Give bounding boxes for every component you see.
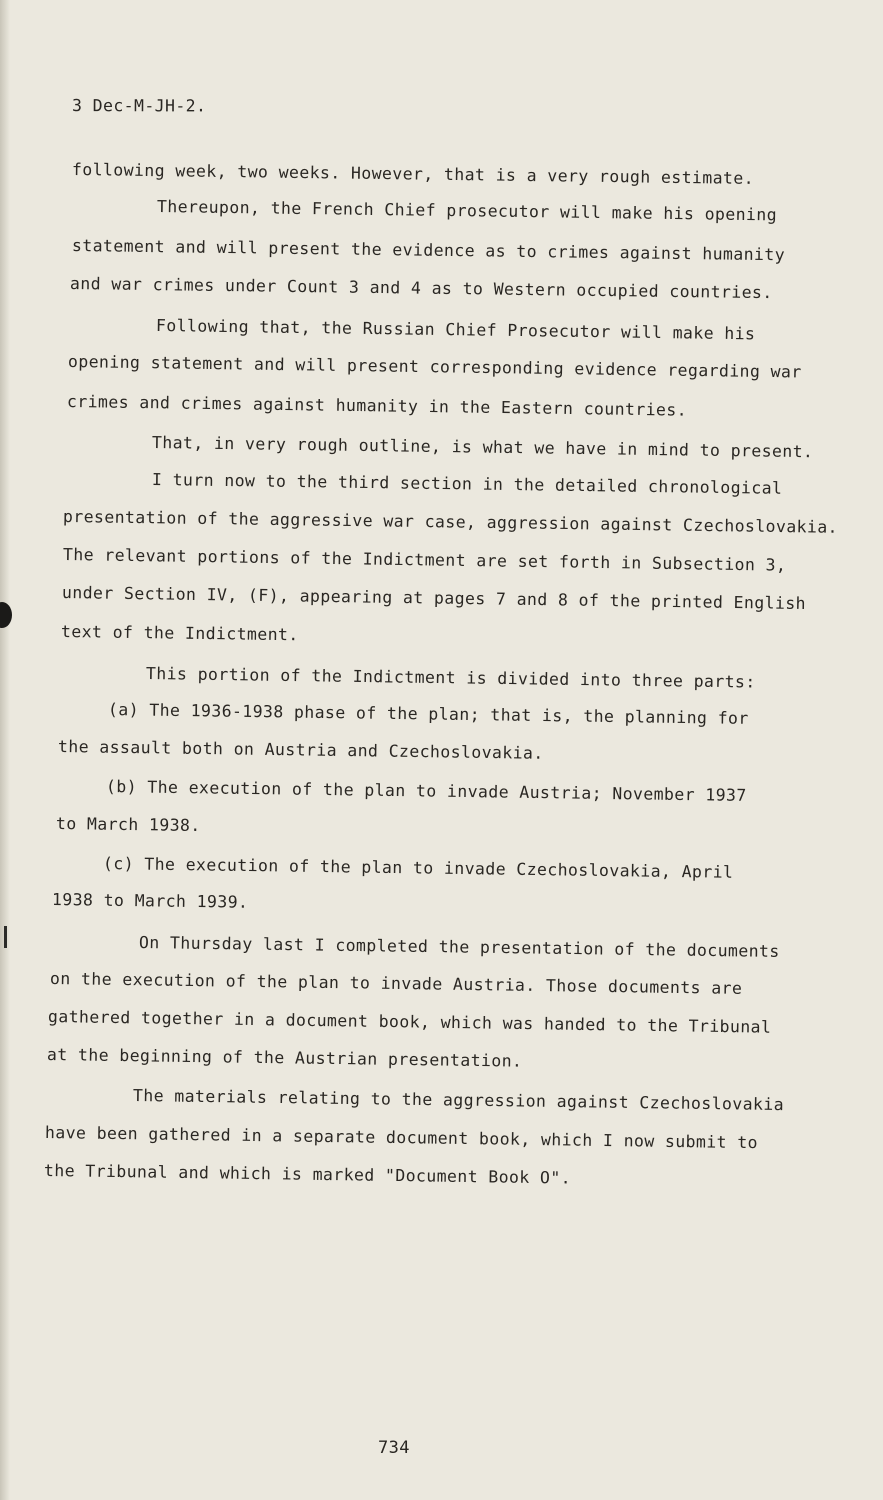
body-line: on the execution of the plan to invade Austria. Those documents are [49, 969, 743, 998]
body-line: to March 1938. [55, 814, 201, 836]
page-edge-shadow [0, 0, 10, 1500]
body-line: Following that, the Russian Chief Prosecutor will make his [155, 316, 756, 344]
body-line: have been gathered in a separate document book, which I now submit to [44, 1123, 759, 1153]
page-number: 734 [378, 1438, 410, 1458]
body-line: (b) The execution of the plan to invade Austria; November 1937 [105, 777, 747, 805]
body-line: This portion of the Indictment is divided into three parts: [145, 664, 756, 692]
body-line: 1938 to March 1939. [51, 890, 249, 912]
body-line: That, in very rough outline, is what we have in mind to present. [151, 433, 814, 462]
body-line: Thereupon, the French Chief prosecutor will make his opening [156, 197, 778, 225]
body-line: (c) The execution of the plan to invade Czechoslovakia, April [102, 854, 734, 882]
body-line: statement and will present the evidence as to crimes against humanity [71, 236, 786, 265]
body-line: following week, two weeks. However, that is a very rough estimate. [71, 160, 755, 188]
body-line: the assault both on Austria and Czechoslovakia. [57, 737, 544, 763]
body-line: presentation of the aggressive war case, aggression against Czechoslovakia. [62, 507, 839, 537]
body-line: text of the Indictment. [60, 622, 299, 645]
body-line: opening statement and will present corresponding evidence regarding war [67, 352, 802, 382]
body-line: The relevant portions of the Indictment are set forth in Subsection 3, [62, 545, 787, 575]
body-line: gathered together in a document book, which was handed to the Tribunal [47, 1007, 772, 1037]
body-line: the Tribunal and which is marked "Document Book O". [43, 1161, 572, 1188]
margin-mark [4, 926, 7, 948]
body-line: and war crimes under Count 3 and 4 as to Western occupied countries. [69, 274, 773, 303]
body-line: crimes and crimes against humanity in the Eastern countries. [66, 392, 688, 420]
document-reference: 3 Dec-M-JH-2. [71, 96, 207, 116]
body-line: On Thursday last I completed the presentation of the documents [138, 933, 780, 961]
body-line: (a) The 1936-1938 phase of the plan; that is, the planning for [107, 700, 749, 728]
body-line: I turn now to the third section in the detailed chronological [151, 470, 783, 498]
body-line: under Section IV, (F), appearing at pages 7 and 8 of the printed English [61, 583, 807, 614]
punch-hole [0, 602, 12, 628]
body-line: The materials relating to the aggression against Czechoslovakia [132, 1086, 785, 1115]
body-line: at the beginning of the Austrian presentation. [46, 1045, 523, 1071]
